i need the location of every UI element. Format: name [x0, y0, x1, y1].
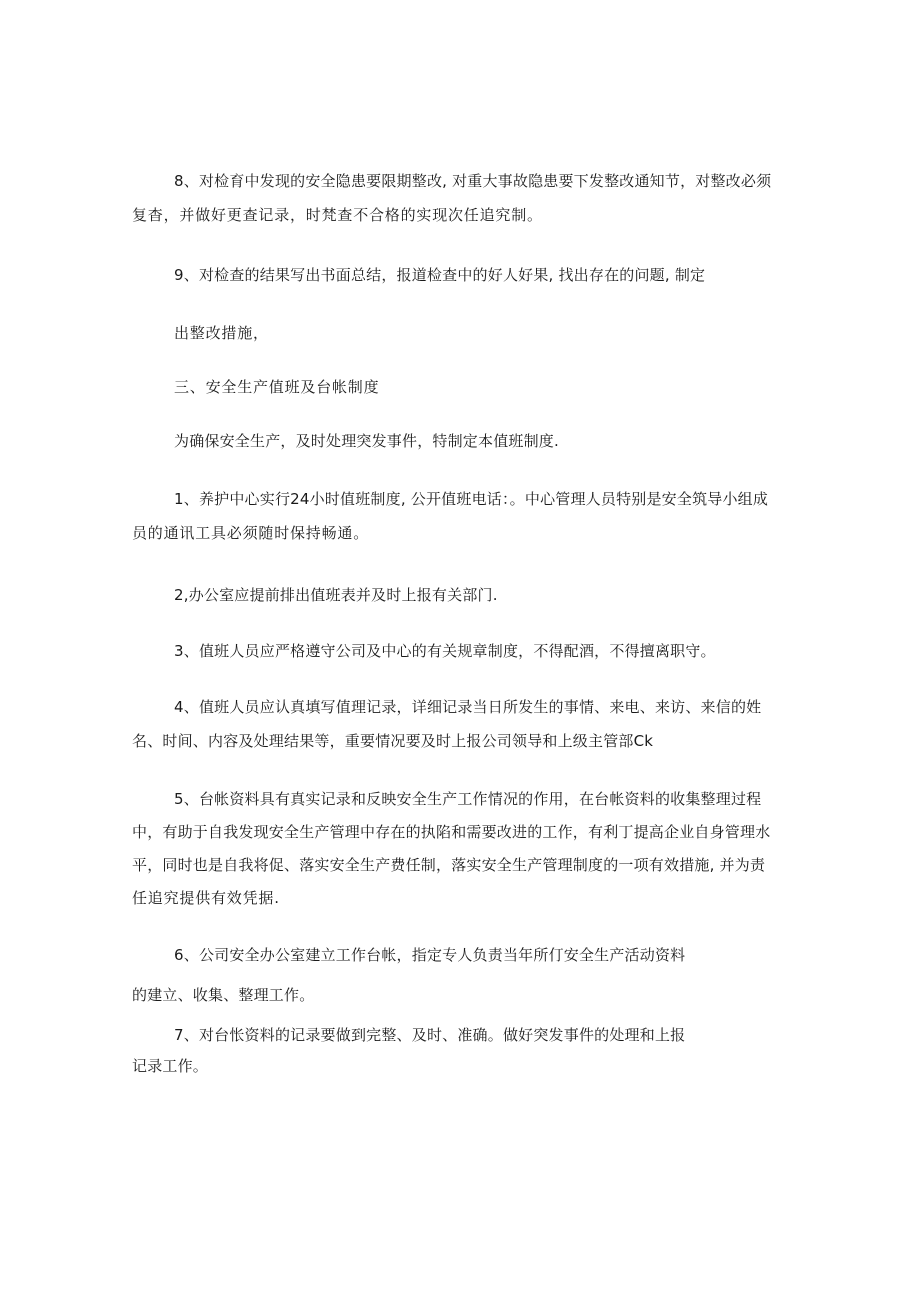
- paragraph-9-line-2: 出整改措施，: [174, 324, 269, 342]
- item-5-line-3: 平，同时也是自我将促、落实安全生产费任制，落实安全生产管理制度的一项有效措施, 并为责: [132, 856, 766, 874]
- item-1-line-2: 员的通讯工具必须随时保持畅通。: [132, 524, 370, 542]
- item-2: 2,办公室应提前排出值班表并及时上报有关部门.: [174, 586, 498, 604]
- item-4-line-2: 名、时间、内容及处理结果等，重要情况要及时上报公司领导和上级主管部Ck: [132, 732, 654, 750]
- item-4-line-1: 4、值班人员应认真填写值理记录，详细记录当日所发生的事情、来电、来访、来信的姓: [174, 698, 762, 716]
- item-3: 3、值班人员应严格遵守公司及中心的有关规章制度，不得配酒，不得擅离职守。: [174, 642, 716, 660]
- item-7-line-2: 记录工作。: [132, 1057, 209, 1075]
- paragraph-8-line-2: 复杳，并做好更查记录，时梵查不合格的实现次任追究制。: [132, 206, 543, 224]
- item-1-line-1: 1、养护中心实行24小时值班制度, 公开值班电话：。中心管理人员特别是安全筑导小组成: [174, 490, 769, 508]
- item-6-line-2: 的建立、收集、整理工作。: [132, 986, 315, 1004]
- item-5-line-4: 任追究提供有效凭据.: [132, 889, 280, 907]
- paragraph-9-line-1: 9、对检查的结果写出书面总结，报道检查中的好人好果, 找出存在的问题, 制定: [174, 266, 706, 284]
- section-heading: 三、安全生产值班及台帐制度: [174, 378, 380, 396]
- item-5-line-1: 5、台帐资料具有真实记录和反映安全生产工作情况的作用，在台帐资料的收集整理过程: [174, 790, 762, 808]
- paragraph-8-line-1: 8、对检育中发现的安全隐患要限期整改, 对重大事故隐患要下发整改通知节，对整改必须: [174, 172, 772, 190]
- item-5-line-2: 中，有助于自我发现安全生产管理中存在的执陷和需要改进的工作，有利丁提高企业自身管理水: [132, 823, 771, 841]
- intro-paragraph: 为确保安全生产，及时处理突发事件，特制定本值班制度.: [174, 432, 559, 450]
- item-7-line-1: 7、对台怅资料的记录要做到完整、及时、准确。做好突发事件的处理和上报: [174, 1026, 686, 1044]
- item-6-line-1: 6、公司安全办公室建立工作台帐，指定专人负责当年所仃安全生产活动资料: [174, 946, 686, 964]
